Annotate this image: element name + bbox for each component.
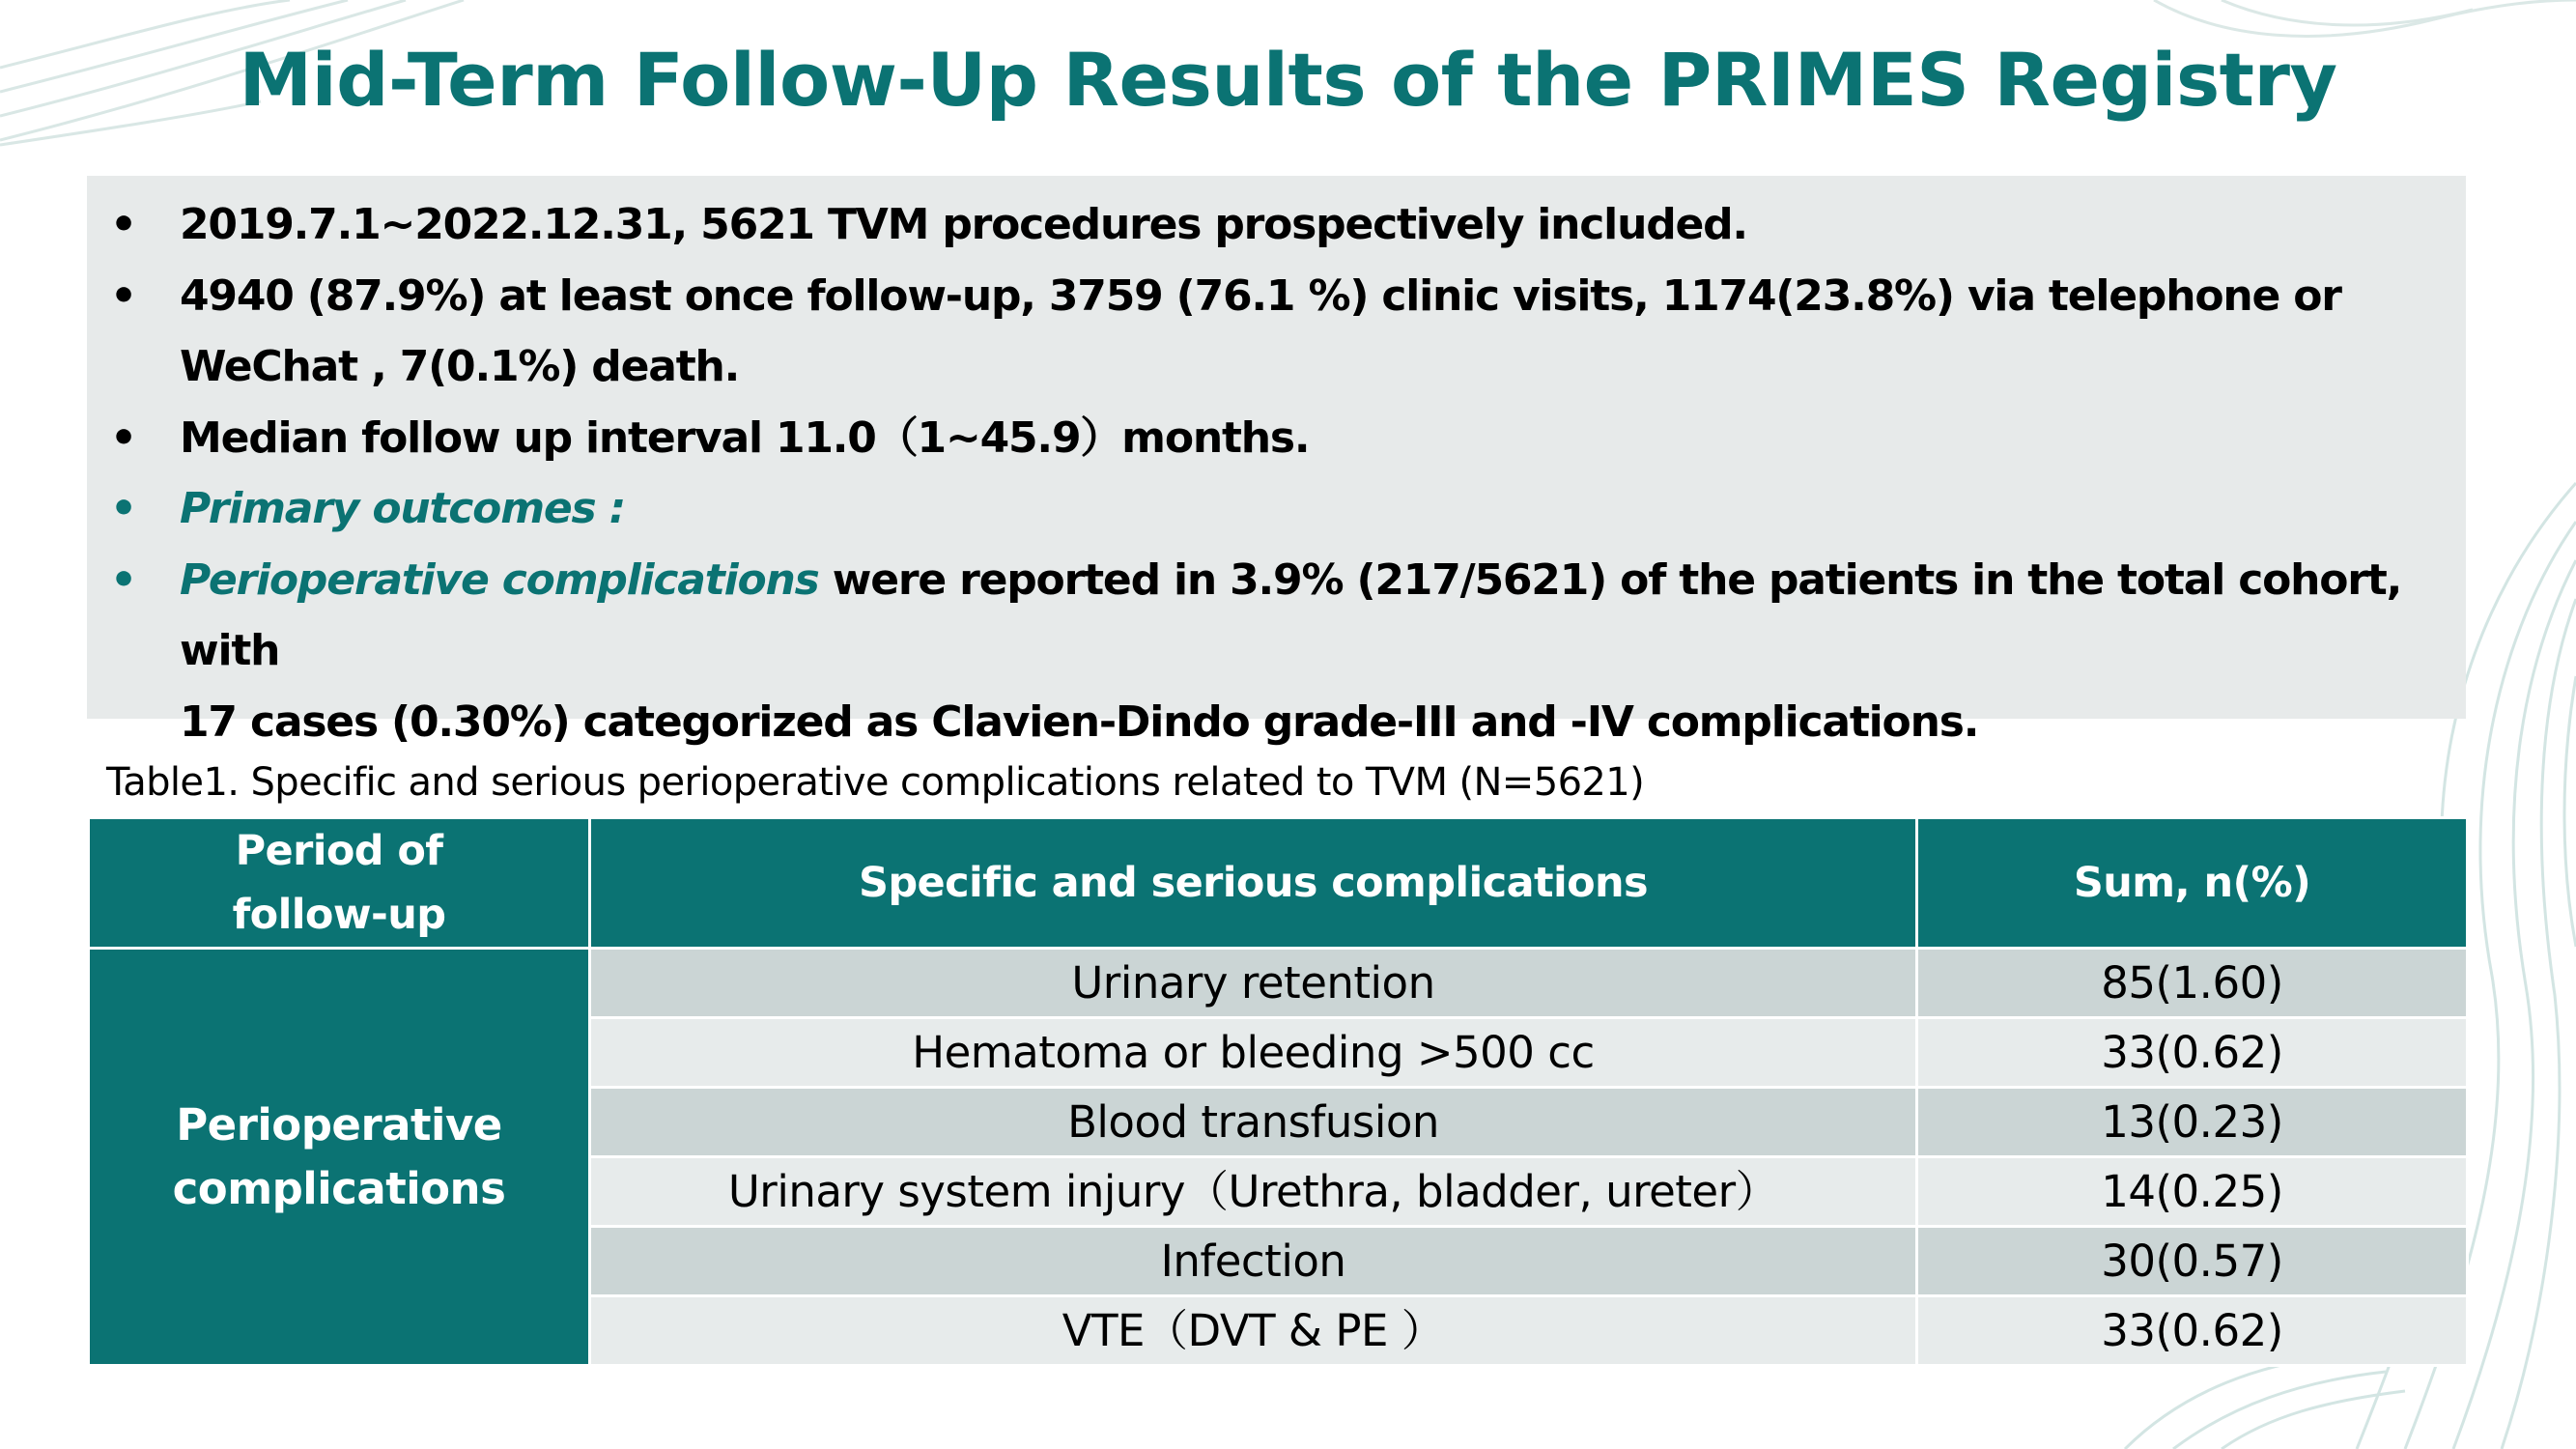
bullet-item <box>87 403 2447 474</box>
bullet-item <box>87 261 2447 403</box>
bullet-text-continued: 17 cases (0.30%) categorized as Clavien-Dindo grade-III and -IV complications. <box>180 696 1979 747</box>
period-line2: complications <box>172 1162 506 1214</box>
slide-title: Mid-Term Follow-Up Results of the PRIMES Registry <box>239 37 2337 123</box>
header-complications: Specific and serious complications <box>590 818 1917 949</box>
sum-cell: 14(0.25) <box>1917 1157 2468 1227</box>
sum-cell: 33(0.62) <box>1917 1296 2468 1366</box>
summary-box <box>87 176 2466 747</box>
sum-cell: 85(1.60) <box>1917 949 2468 1018</box>
highlight-text: Perioperative complications <box>180 554 819 605</box>
header-period-line1: Period of <box>235 827 443 875</box>
primary-outcomes-heading: Primary outcomes : <box>180 484 626 533</box>
period-cell <box>89 949 590 1366</box>
period-line1: Perioperative <box>176 1098 502 1151</box>
bullet-dot-icon: • <box>110 484 136 533</box>
complication-cell: Infection <box>590 1227 1917 1296</box>
bullet-text: 4940 (87.9%) at least once follow-up, 3759 (76.1 %) clinic visits, 1174(23.8%) via telephone or <box>180 270 2341 321</box>
header-period <box>89 818 590 949</box>
table-row <box>89 949 2468 1018</box>
bullet-dot-icon: • <box>110 270 136 321</box>
complication-cell: Blood transfusion <box>590 1088 1917 1157</box>
bullet-text: were reported in 3.9% (217/5621) of the patients in the total cohort, with <box>180 554 2402 675</box>
bullet-text: Median follow up interval 11.0（1~45.9）months. <box>180 412 1310 463</box>
bullet-dot-icon: • <box>110 200 136 249</box>
table-header-row <box>89 818 2468 949</box>
table-caption: Table1. Specific and serious perioperative complications related to TVM (N=5621) <box>106 760 1645 805</box>
complications-table <box>87 816 2469 1367</box>
bullet-item <box>87 545 2447 758</box>
sum-cell: 30(0.57) <box>1917 1227 2468 1296</box>
header-period-line2: follow-up <box>232 891 446 939</box>
bullet-list <box>87 189 2447 757</box>
bullet-item <box>87 473 2447 545</box>
sum-cell: 33(0.62) <box>1917 1018 2468 1088</box>
bullet-item <box>87 189 2447 261</box>
complication-cell: Urinary system injury（Urethra, bladder, ureter） <box>590 1157 1917 1227</box>
complication-cell: Urinary retention <box>590 949 1917 1018</box>
bullet-dot-icon: • <box>110 412 136 463</box>
sum-cell: 13(0.23) <box>1917 1088 2468 1157</box>
header-sum: Sum, n(%) <box>1917 818 2468 949</box>
complication-cell: VTE（DVT & PE ） <box>590 1296 1917 1366</box>
complication-cell: Hematoma or bleeding >500 cc <box>590 1018 1917 1088</box>
bullet-text: 2019.7.1~2022.12.31, 5621 TVM procedures prospectively included. <box>180 200 1747 249</box>
bullet-dot-icon: • <box>110 554 136 605</box>
bullet-text-continued: WeChat , 7(0.1%) death. <box>180 342 740 391</box>
